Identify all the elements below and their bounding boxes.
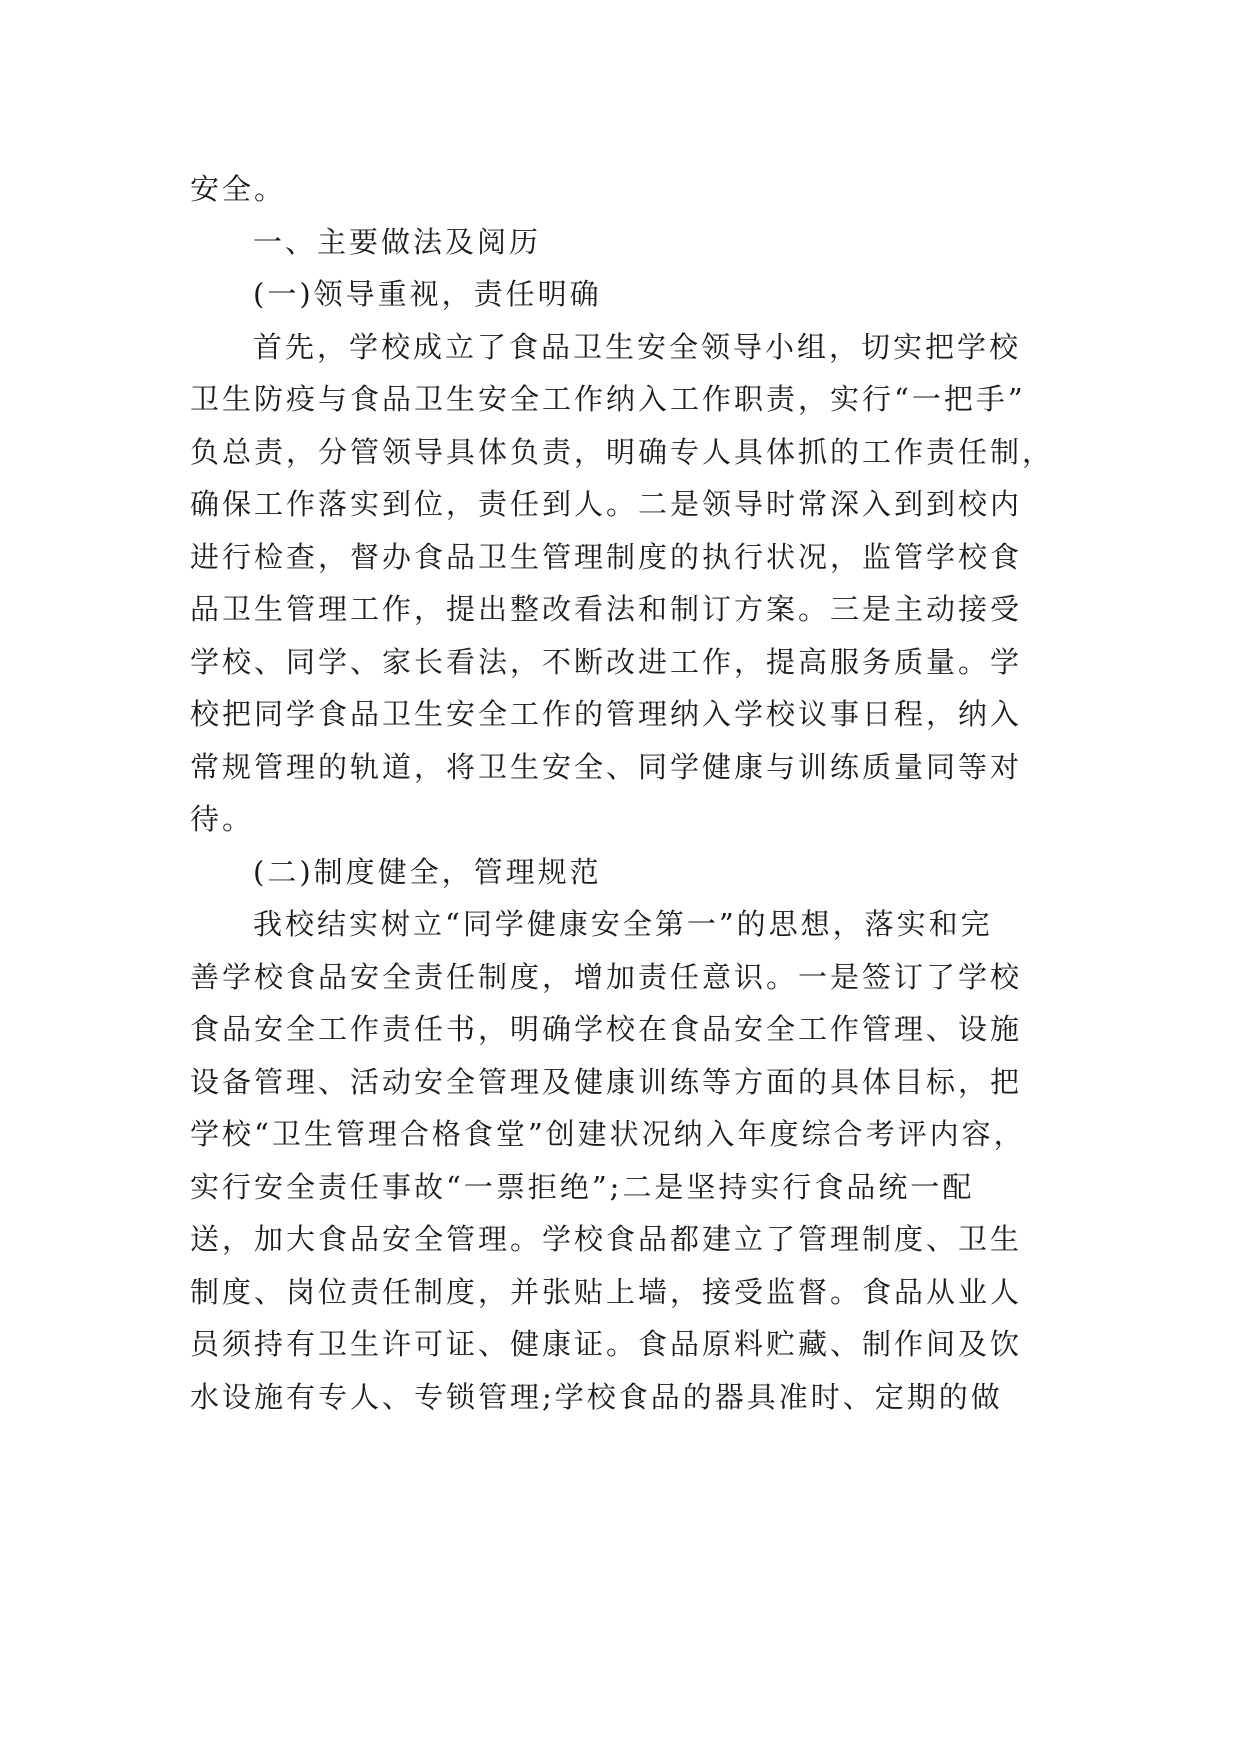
text-line: 品卫生管理工作，提出整改看法和制订方案。三是主动接受 (190, 592, 1023, 626)
text-line: 我校结实树立“同学健康安全第一”的思想，落实和完 (253, 907, 993, 941)
text-line: 卫生防疫与食品卫生安全工作纳入工作职责，实行“一把手” (190, 382, 1026, 416)
subsection-heading: (二)制度健全，管理规范 (253, 854, 602, 889)
text-line: 食品安全工作责任书，明确学校在食品安全工作管理、设施 (190, 1012, 1023, 1046)
section-heading: 一、主要做法及阅历 (253, 224, 542, 259)
text-line: 待。 (190, 802, 255, 836)
text-line: 善学校食品安全责任制度，增加责任意识。一是签订了学校 (190, 959, 1023, 994)
text-line: 送，加大食品安全管理。学校食品都建立了管理制度、卫生 (190, 1222, 1023, 1256)
text-line: 负总责，分管领导具体负责，明确专人具体抓的工作责任制， (190, 434, 1055, 469)
text-line: 实行安全责任事故“一票拒绝”;二是坚持实行食品统一配 (190, 1169, 975, 1204)
text-line: 进行检查，督办食品卫生管理制度的执行状况，监管学校食 (190, 539, 1023, 574)
text-line: 校把同学食品卫生安全工作的管理纳入学校议事日程，纳入 (190, 697, 1023, 731)
text-line: 设备管理、活动安全管理及健康训练等方面的具体目标，把 (190, 1064, 1023, 1099)
text-line: 制度、岗位责任制度，并张贴上墙，接受监督。食品从业人 (190, 1274, 1023, 1309)
text-line: 常规管理的轨道，将卫生安全、同学健康与训练质量同等对 (190, 749, 1023, 784)
text-line: 安全。 (190, 172, 287, 206)
subsection-heading: (一)领导重视，责任明确 (253, 277, 602, 311)
text-line: 员须持有卫生许可证、健康证。食品原料贮藏、制作间及饮 (190, 1327, 1023, 1361)
text-line: 首先，学校成立了食品卫生安全领导小组，切实把学校 (253, 329, 1022, 364)
text-line: 水设施有专人、专锁管理;学校食品的器具准时、定期的做 (190, 1379, 1003, 1414)
text-line: 学校“卫生管理合格食堂”创建状况纳入年度综合考评内容， (190, 1117, 1026, 1151)
text-line: 确保工作落实到位，责任到人。二是领导时常深入到到校内 (190, 487, 1023, 521)
document-body (190, 163, 1055, 1423)
text-line: 学校、同学、家长看法，不断改进工作，提高服务质量。学 (190, 644, 1023, 679)
